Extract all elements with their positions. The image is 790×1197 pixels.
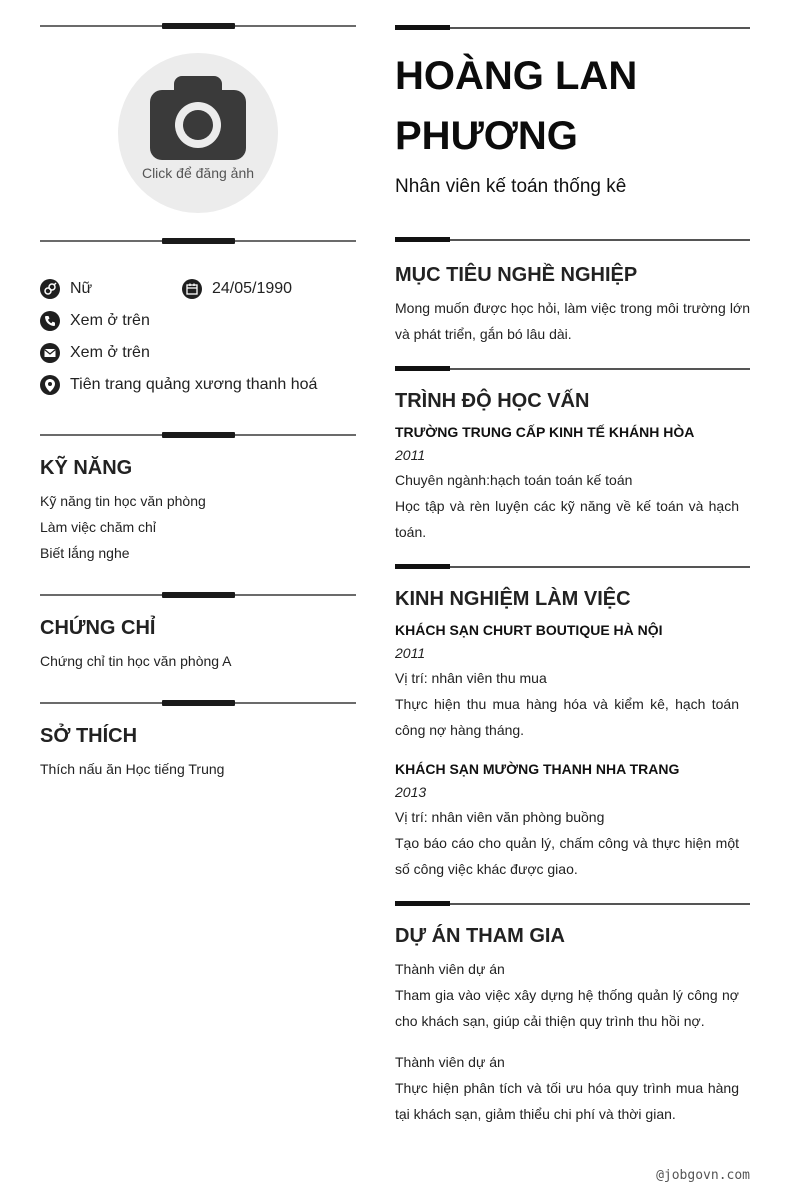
job-title: Nhân viên kế toán thống kê (395, 176, 627, 197)
school-name: TRƯỜNG TRUNG CẤP KINH TẾ KHÁNH HÒA (395, 424, 695, 440)
certificates-heading: CHỨNG CHỈ (40, 617, 156, 639)
hobbies-text: Thích nấu ăn Học tiếng Trung (40, 761, 225, 777)
education-heading: TRÌNH ĐỘ HỌC VẤN (395, 390, 590, 412)
company-name: KHÁCH SẠN CHURT BOUTIQUE HÀ NỘI (395, 622, 663, 638)
section-divider (40, 430, 356, 440)
company-name: KHÁCH SẠN MƯỜNG THANH NHA TRANG (395, 761, 680, 777)
experience-heading: KINH NGHIỆM LÀM VIỆC (395, 588, 631, 610)
education-major: Chuyên ngành:hạch toán toán kế toán (395, 472, 633, 488)
gender-row (40, 279, 92, 299)
avatar-upload[interactable] (118, 53, 278, 213)
address-row (40, 375, 317, 395)
objective-heading: MỤC TIÊU NGHỀ NGHIỆP (395, 264, 638, 286)
phone-row (40, 311, 150, 331)
email-icon (40, 343, 60, 363)
experience-year: 2011 (395, 645, 426, 661)
hobbies-heading: SỞ THÍCH (40, 725, 138, 747)
education-year: 2011 (395, 447, 426, 463)
section-divider (40, 21, 356, 31)
skill-item: Kỹ năng tin học văn phòng (40, 493, 206, 509)
skill-item: Làm việc chăm chỉ (40, 519, 156, 535)
skills-heading: KỸ NĂNG (40, 457, 133, 479)
phone-icon (40, 311, 60, 331)
skill-item: Biết lắng nghe (40, 545, 130, 561)
email-row (40, 343, 150, 363)
gender-icon (40, 279, 60, 299)
section-divider (40, 698, 356, 708)
project-role: Thành viên dự án (395, 961, 505, 977)
project-description: Thực hiện phân tích và tối ưu hóa quy trình mua hàng tại khách sạn, giảm thiểu chi phí và thời gian. (395, 1080, 739, 1122)
candidate-name: HOÀNG LAN PHƯƠNG (395, 54, 638, 158)
experience-position: Vị trí: nhân viên thu mua (395, 670, 547, 686)
section-divider (395, 25, 750, 31)
experience-position: Vị trí: nhân viên văn phòng buồng (395, 809, 605, 825)
education-description: Học tập và rèn luyện các kỹ năng về kế toán và hạch toán. (395, 498, 739, 540)
birthdate-value: 24/05/1990 (212, 280, 293, 297)
birthdate-row (182, 279, 292, 299)
site-watermark: @jobgovn.com (656, 1168, 750, 1183)
certificate-item: Chứng chỉ tin học văn phòng A (40, 653, 232, 669)
address-value: Tiên trang quảng xương thanh hoá (70, 376, 318, 393)
section-divider (395, 237, 750, 243)
gender-value: Nữ (70, 280, 93, 297)
project-role: Thành viên dự án (395, 1054, 505, 1070)
section-divider (395, 564, 750, 570)
photo-upload-label: Click để đăng ảnh (141, 165, 255, 181)
projects-heading: DỰ ÁN THAM GIA (395, 925, 565, 947)
calendar-icon (182, 279, 202, 299)
section-divider (395, 901, 750, 907)
experience-year: 2013 (395, 784, 427, 800)
objective-text: Mong muốn được học hỏi, làm việc trong môi trường lớn và phát triển, gắn bó lâu dài. (395, 300, 750, 342)
location-icon (40, 375, 60, 395)
experience-description: Thực hiện thu mua hàng hóa và kiểm kê, hạch toán công nợ hàng tháng. (395, 696, 739, 738)
experience-description: Tạo báo cáo cho quản lý, chấm công và thực hiện một số công việc khác được giao. (395, 835, 739, 877)
section-divider (395, 366, 750, 372)
phone-value: Xem ở trên (70, 312, 150, 329)
section-divider (40, 236, 356, 246)
project-description: Tham gia vào việc xây dựng hệ thống quản lý công nợ cho khách sạn, giúp cải thiện quy trình thu hồi nợ. (395, 987, 739, 1029)
camera-icon (150, 76, 246, 160)
section-divider (40, 590, 356, 600)
email-value: Xem ở trên (70, 344, 150, 361)
